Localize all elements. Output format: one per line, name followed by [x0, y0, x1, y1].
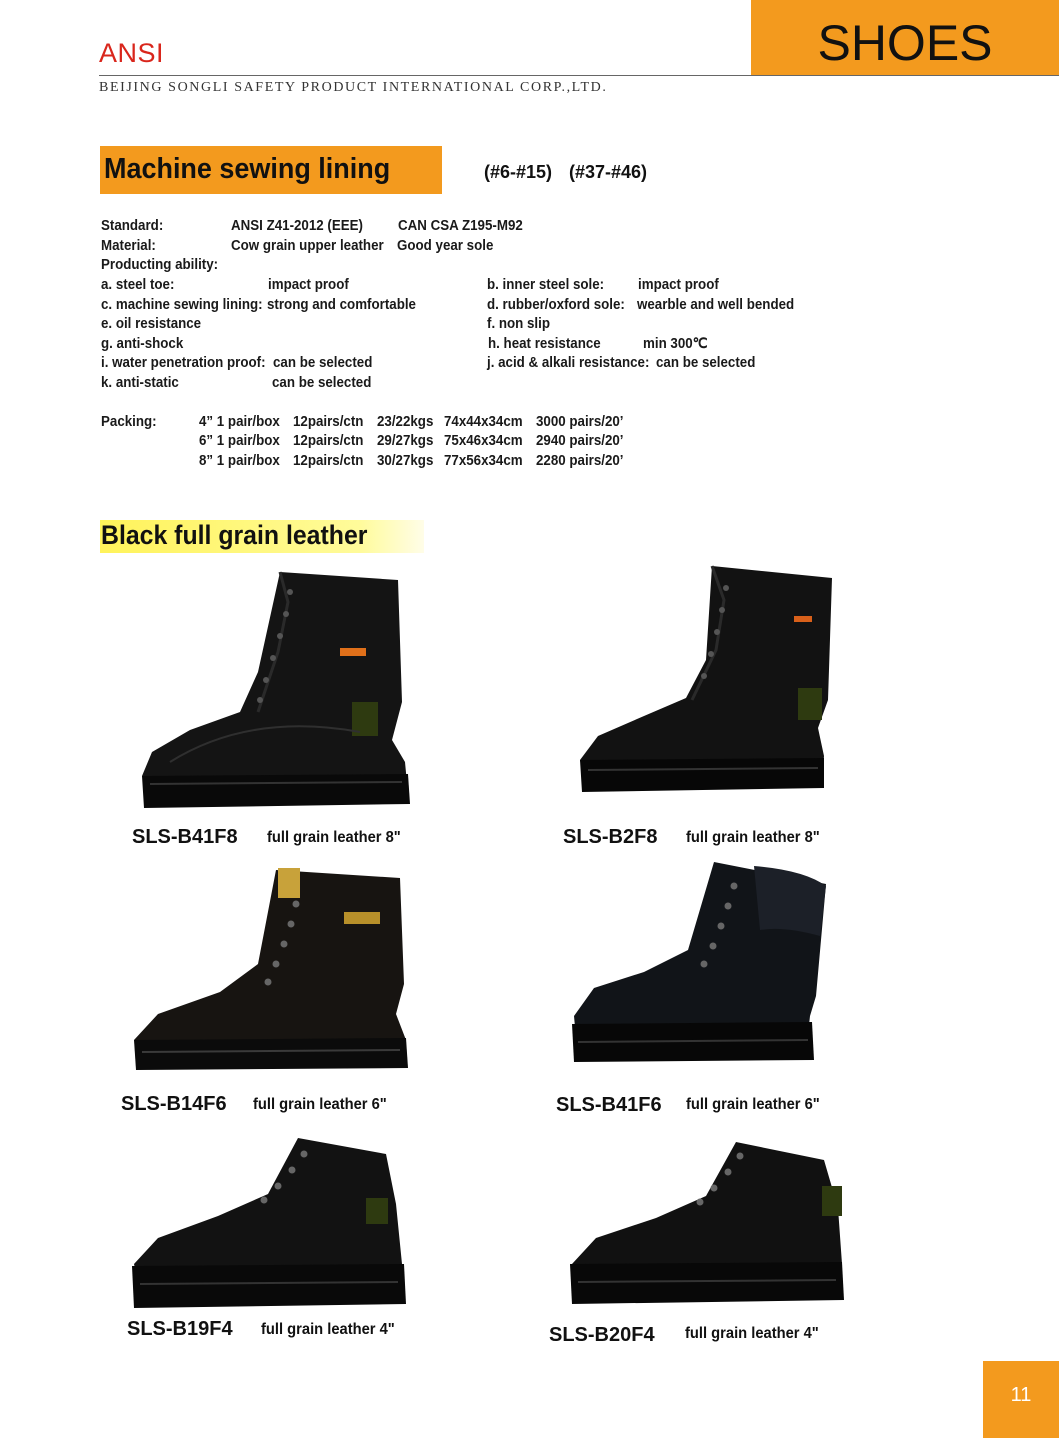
packing-ctn: 12pairs/ctn: [293, 433, 364, 449]
packing-container: 2940 pairs/20’: [536, 433, 624, 449]
product-model: SLS-B20F4: [549, 1324, 655, 1346]
material-upper: Cow grain upper leather: [231, 238, 384, 254]
packing-weight: 30/27kgs: [377, 453, 434, 469]
feature-label: c. machine sewing lining:: [101, 297, 263, 313]
packing-weight: 29/27kgs: [377, 433, 434, 449]
material-sole: Good year sole: [397, 238, 494, 254]
packing-container: 3000 pairs/20’: [536, 414, 624, 430]
packing-size: 6” 1 pair/box: [199, 433, 280, 449]
packing-dims: 74x44x34cm: [444, 414, 523, 430]
material-label: Material:: [101, 238, 156, 254]
category-title: SHOES: [817, 15, 993, 71]
size-range-eu: (#37-#46): [569, 162, 648, 182]
packing-weight: 23/22kgs: [377, 414, 434, 430]
ability-label: Producting ability:: [101, 257, 219, 273]
feature-label: f. non slip: [487, 316, 550, 332]
feature-label: j. acid & alkali resistance:: [487, 355, 650, 371]
boot-image: [574, 560, 842, 800]
packing-size: 8” 1 pair/box: [199, 453, 280, 469]
packing-container: 2280 pairs/20’: [536, 453, 624, 469]
feature-value: can be selected: [656, 355, 756, 371]
product-model: SLS-B41F6: [556, 1094, 662, 1116]
feature-value: impact proof: [638, 277, 719, 293]
brand-label: ANSI: [99, 38, 165, 68]
product-model: SLS-B41F8: [132, 826, 238, 848]
boot-image: [564, 856, 832, 1074]
packing-dims: 75x46x34cm: [444, 433, 523, 449]
packing-label: Packing:: [101, 414, 157, 430]
header-divider: [99, 75, 1059, 76]
product-model: SLS-B14F6: [121, 1093, 227, 1115]
standard-ansi: ANSI Z41-2012 (EEE): [231, 218, 363, 234]
packing-size: 4” 1 pair/box: [199, 414, 280, 430]
product-desc: full grain leather 8": [686, 829, 820, 846]
product-desc: full grain leather 6": [253, 1096, 387, 1113]
standard-csa: CAN CSA Z195-M92: [398, 218, 523, 234]
packing-ctn: 12pairs/ctn: [293, 414, 364, 430]
packing-dims: 77x56x34cm: [444, 453, 523, 469]
feature-value: strong and comfortable: [267, 297, 416, 313]
product-model: SLS-B2F8: [563, 826, 658, 848]
page-number: 11: [1010, 1384, 1032, 1406]
feature-label: d. rubber/oxford sole:: [487, 297, 625, 313]
subsection-title: Black full grain leather: [101, 520, 368, 550]
feature-value: min 300℃: [643, 336, 708, 352]
product-model: SLS-B19F4: [127, 1318, 233, 1340]
section-title: Machine sewing lining: [104, 153, 391, 185]
product-desc: full grain leather 4": [685, 1325, 819, 1342]
packing-ctn: 12pairs/ctn: [293, 453, 364, 469]
feature-label: k. anti-static: [101, 375, 179, 391]
feature-label: b. inner steel sole:: [487, 277, 605, 293]
feature-label: g. anti-shock: [101, 336, 184, 352]
shoe-image: [128, 1134, 410, 1318]
feature-value: wearble and well bended: [637, 297, 795, 313]
feature-value: can be selected: [272, 375, 372, 391]
product-desc: full grain leather 4": [261, 1321, 395, 1338]
standard-label: Standard:: [101, 218, 164, 234]
feature-label: a. steel toe:: [101, 277, 175, 293]
boot-image: [130, 562, 420, 816]
boot-image: [128, 864, 412, 1072]
feature-label: h. heat resistance: [488, 336, 601, 352]
shoe-image: [566, 1138, 846, 1314]
product-desc: full grain leather 6": [686, 1096, 820, 1113]
feature-value: can be selected: [273, 355, 373, 371]
feature-value: impact proof: [268, 277, 349, 293]
feature-label: i. water penetration proof:: [101, 355, 266, 371]
size-range-us: (#6-#15): [484, 162, 553, 182]
feature-label: e. oil resistance: [101, 316, 202, 332]
company-name: BEIJING SONGLI SAFETY PRODUCT INTERNATIONAL CORP.,LTD.: [99, 80, 608, 95]
product-desc: full grain leather 8": [267, 829, 401, 846]
